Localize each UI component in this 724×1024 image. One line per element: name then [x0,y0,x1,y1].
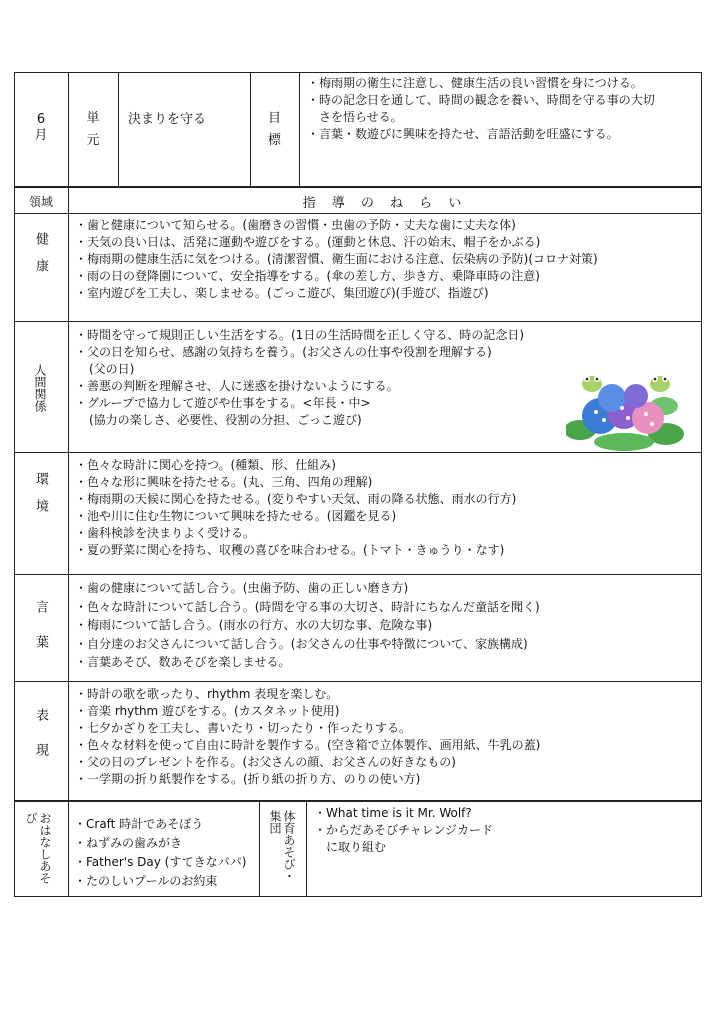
list-item: ・たのしいプールのお約束 [74,874,218,888]
goal-item: さを悟らせる。 [307,110,403,124]
pe-label: 体育あそび・集団 [268,810,296,882]
unit-value: 決まりを守る [128,112,207,127]
list-item: ・時計の歌を歌ったり、rhythm 表現を楽しむ。 [75,687,339,701]
list-item: (協力の楽しさ、必要性、役割の分担、ごっこ遊び) [89,413,362,427]
list-item: ・夏の野菜に関心を持ち、収穫の喜びを味合わせる。(トマト・きゅうり・なす) [75,543,505,557]
goal-item: ・言葉・数遊びに興味を持たせ、言語活動を旺盛にする。 [307,127,619,141]
list-item: ・Father's Day (すてきなパパ) [74,855,247,869]
list-item: ・Craft 時計であそぼう [74,817,204,831]
pe-list [314,805,493,856]
list-item: ・時間を守って規則正しい生活をする。(1日の生活時間を正しく守る、時の記念日) [75,328,525,342]
section-label-environment: 環境 [33,472,48,526]
list-item: ・音楽 rhythm 遊びをする。(カスタネット使用) [75,704,340,718]
list-item: ・からだあそびチャレンジカード [314,823,494,837]
hydrangea-frogs-illustration [566,368,684,452]
list-item: ・色々な時計に関心を持つ。(種類、形、仕組み) [75,458,336,472]
section-label-health: 健康 [33,232,48,286]
stories-list [74,815,246,891]
list-item: ・梅雨について話し合う。(雨水の行方、水の大切な事、危険な事) [75,618,433,632]
list-item: ・梅雨期の健康生活に気をつける。(清潔習慣、衛生面における注意、伝染病の予防)(コロナ対策) [75,252,598,266]
month-number: 6 [36,112,46,127]
list-item: ・善悪の判断を理解させ、人に迷惑を掛けないようにする。 [75,379,399,393]
list-item: ・色々な材料を使って自由に時計を製作する。(空き箱で立体製作、画用紙、牛乳の蓋) [75,738,541,752]
list-item: ・雨の日の登降園について、安全指導をする。(傘の差し方、歩き方、乗降車時の注意) [75,269,540,283]
list-item: ・父の日を知らせ、感謝の気持ちを養う。(お父さんの仕事や役割を理解する) [75,345,492,359]
list-item: ・池や川に住む生物について興味を持たせる。(図鑑を見る) [75,509,397,523]
health-list [75,217,598,302]
list-item: (父の日) [89,362,135,376]
language-list [75,579,540,672]
stories-label: おはなしあそび [24,812,52,884]
list-item: ・室内遊びを工夫し、楽しませる。(ごっこ遊び、集団遊び)(手遊び、指遊び) [75,286,489,300]
list-item: に取り組む [314,840,387,854]
section-label-expression: 表現 [33,708,48,778]
list-item: ・七夕かざりを工夫し、書いたり・切ったり・作ったりする。 [75,721,412,735]
section-label-relationships: 人間関係 [33,364,47,412]
expression-list [75,686,540,788]
goal-item: ・時の記念日を通して、時間の観念を養い、時間を守る事の大切 [307,93,655,107]
goal-item: ・梅雨期の衛生に注意し、健康生活の良い習慣を身につける。 [307,76,643,90]
list-item: ・色々な形に興味を持たせる。(丸、三角、四角の理解) [75,475,373,489]
list-item: ・歯の健康について話し合う。(虫歯予防、歯の正しい磨き方) [75,581,409,595]
list-item: ・グループで協力して遊びや仕事をする。<年長・中> [75,396,371,410]
relationships-list [75,327,524,429]
list-item: ・自分達のお父さんについて話し合う。(お父さんの仕事や特徴について、家族構成) [75,636,528,651]
goal-label: 目 標 [267,111,281,148]
aims-header: 指 導 の ね ら い [302,196,468,211]
environment-list [75,457,516,559]
list-item: ・梅雨期の天候に関心を持たせる。(変りやすい天気、雨の降る状態、雨水の行方) [75,492,517,506]
list-item: ・歯科検診を決まりよく受ける。 [75,526,256,540]
unit-label: 単 元 [86,111,100,148]
list-item: ・父の日のプレゼントを作る。(お父さんの顔、お父さんの好きなもの) [75,755,456,769]
list-item: ・色々な時計について話し合う。(時間を守る事の大切さ、時計にちなんだ童話を聞く) [75,599,540,614]
list-item: ・What time is it Mr. Wolf? [314,806,472,820]
goal-list [307,75,655,143]
domain-header: 領域 [28,195,53,209]
month-unit: 月 [34,128,48,143]
list-item: ・歯と健康について知らせる。(歯磨きの習慣・虫歯の予防・丈夫な歯に丈夫な体) [75,218,516,232]
list-item: ・ねずみの歯みがき [74,836,183,850]
list-item: ・天気の良い日は、活発に運動や遊びをする。(運動と休息、汗の始末、帽子をかぶる) [75,235,541,249]
section-label-language: 言葉 [33,600,48,670]
month-cell [14,112,68,144]
list-item: ・言葉あそび、数あそびを楽しませる。 [75,655,291,669]
list-item: ・一学期の折り紙製作をする。(折り紙の折り方、のりの使い方) [75,772,421,786]
